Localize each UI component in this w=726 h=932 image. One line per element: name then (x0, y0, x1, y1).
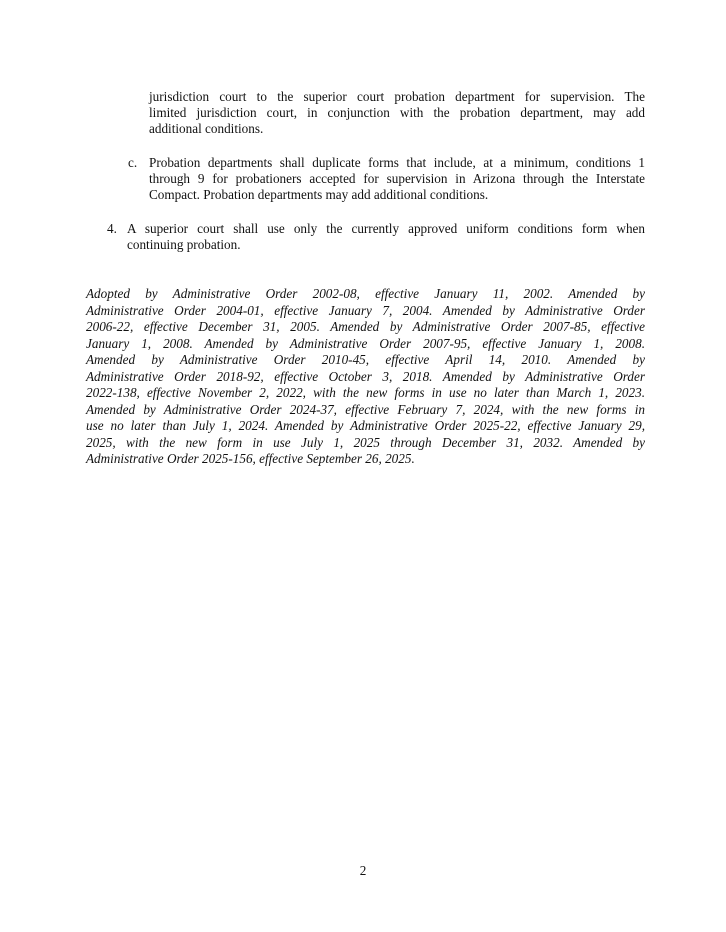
paragraph-line: continuing probation. (127, 237, 241, 252)
paragraph-line: Probation departments shall duplicate forms that include, at a minimum, conditions 1 (149, 155, 645, 170)
history-line: 2006-22, effective December 31, 2005. Amended by Administrative Order 2007-85, effective (86, 319, 645, 334)
history-line: Administrative Order 2004-01, effective January 7, 2004. Amended by Administrative Order (86, 302, 645, 318)
paragraph-line: additional conditions. (149, 121, 264, 136)
paragraph-line: limited jurisdiction court, in conjunction with the probation department, may add (149, 105, 645, 120)
history-line: January 1, 2008. Amended by Administrative Order 2007-95, effective January 1, 2008. (86, 335, 645, 351)
history-line: Amended by Administrative Order 2024-37, effective February 7, 2024, with the new forms in (86, 401, 645, 417)
paragraph-line: jurisdiction court to the superior court probation department for supervision. The (149, 89, 645, 104)
history-line: use no later than July 1, 2024. Amended by Administrative Order 2025-22, effective January 29, (86, 418, 645, 433)
history-line: Amended by Administrative Order 2010-45, effective April 14, 2010. Amended by (86, 352, 645, 367)
list-marker: c. (128, 155, 138, 170)
history-line: Administrative Order 2025-156, effective September 26, 2025. (86, 451, 415, 466)
paragraph-line: through 9 for probationers accepted for supervision in Arizona through the Interstate (149, 171, 645, 186)
paragraph-line: Compact. Probation departments may add additional conditions. (149, 187, 489, 202)
paragraph-line: A superior court shall use only the currently approved uniform conditions form when (127, 221, 645, 236)
history-line: 2022-138, effective November 2, 2022, with the new forms in use no later than March 1, 2023. (86, 385, 645, 400)
history-line: 2025, with the new form in use July 1, 2025 through December 31, 2032. Amended by (86, 434, 645, 450)
list-marker: 4. (107, 221, 117, 236)
history-line: Administrative Order 2018-92, effective October 3, 2018. Amended by Administrative Order (86, 368, 645, 384)
history-line: Adopted by Administrative Order 2002-08, effective January 11, 2002. Amended by (86, 286, 645, 301)
page-number: 2 (359, 863, 367, 878)
